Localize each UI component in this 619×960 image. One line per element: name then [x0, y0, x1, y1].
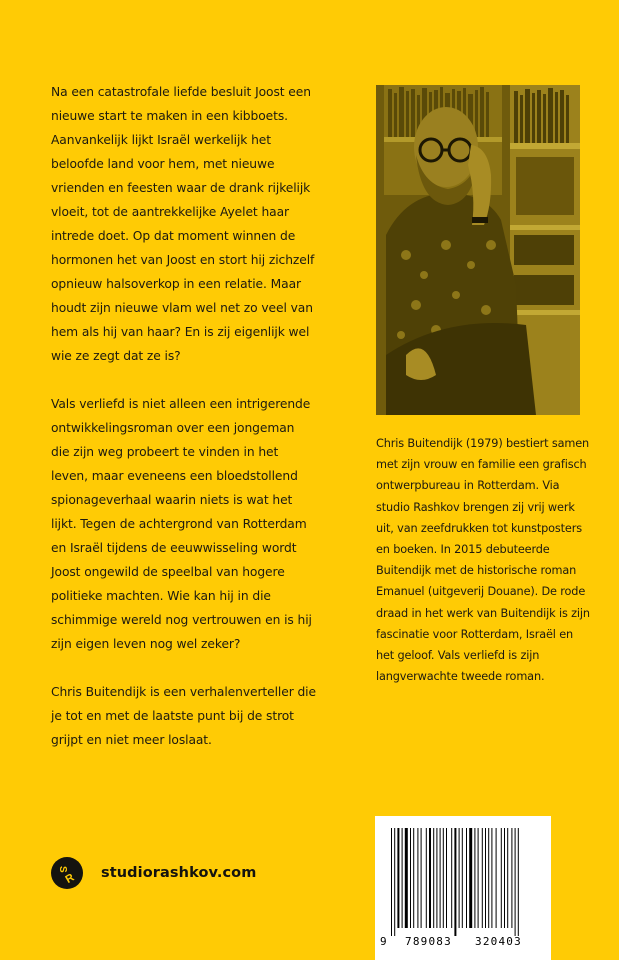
publisher-mark[interactable]	[51, 857, 256, 889]
author-photo	[376, 85, 580, 415]
isbn-lead-digit: 9	[380, 935, 388, 948]
studio-rashkov-logo	[51, 857, 83, 889]
author-bio-text: Chris Buitendijk (1979) bestiert samen met zijn vrouw en familie een grafisch ontwerpbureau in Rotterdam. Via studio Rashkov brengen zij vrij werk uit, van zeefdrukken tot kunstposters en boeken. In 2015 debuteerde Buitendijk met de historische roman Emanuel (uitgeverij Douane). De rode draad in het werk van Buitendijk is zijn fascinatie voor Rotterdam, Israël en het geloof. Vals verliefd is zijn langverwachte tweede roman.	[376, 437, 590, 684]
isbn-barcode	[375, 816, 551, 960]
back-cover-blurb	[51, 80, 316, 776]
isbn-group-2: 320403	[475, 935, 522, 948]
publisher-website[interactable]: studiorashkov.com	[101, 865, 257, 881]
blurb-paragraph-2: Vals verliefd is niet alleen een intrigerende ontwikkelingsroman over een jongeman die zijn weg probeert te vinden in het leven, maar eveneens een bloedstollend spionageverhaal waarin niets is wat het lijkt. Tegen de achtergrond van Rotterdam en Israël tijdens de eeuwwisseling wordt Joost ongewild de speelbal van hogere politieke machten. Wie kan hij in die schimmige wereld nog vertrouwen en is hij zijn eigen leven nog wel zeker?	[51, 397, 312, 651]
sr-logo-icon	[51, 857, 83, 889]
blurb-paragraph-3: Chris Buitendijk is een verhalenverteller die je tot en met de laatste punt bij de strot grijpt en niet meer loslaat.	[51, 685, 316, 747]
isbn-group-1: 789083	[405, 935, 452, 948]
svg-text:S: S	[57, 866, 68, 873]
blurb-paragraph-1: Na een catastrofale liefde besluit Joost een nieuwe start te maken in een kibboets. Aanvankelijk lijkt Israël werkelijk het beloofde land voor hem, met nieuwe vrienden en feesten waar de drank rijkelijk vloeit, tot de aantrekkelijke Ayelet haar intrede doet. Op dat moment winnen de hormonen het van Joost en stort hij zichzelf opnieuw halsoverkop in een relatie. Maar houdt zijn nieuwe vlam wel net zo veel van hem als hij van haar? En is zij eigenlijk wel wie ze zegt dat ze is?	[51, 85, 315, 363]
author-bio	[376, 433, 591, 687]
svg-text:R: R	[63, 871, 77, 886]
barcode-bars	[375, 816, 551, 960]
